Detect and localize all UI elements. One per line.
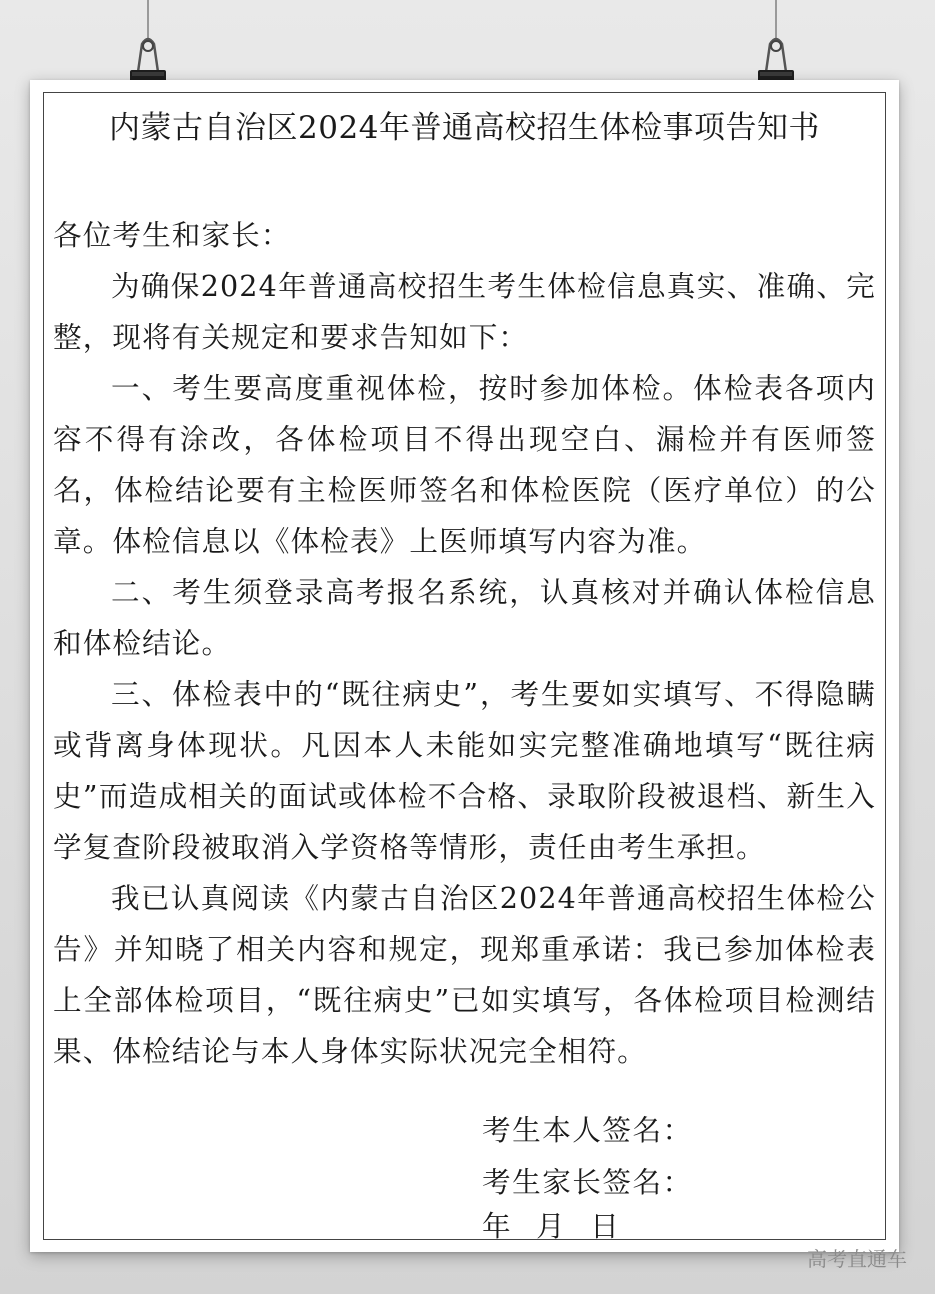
watermark: 高考直通车 [807, 1247, 907, 1271]
salutation: 各位考生和家长： [53, 218, 291, 252]
date-day: 日 [590, 1209, 621, 1243]
student-signature-label: 考生本人签名： [482, 1113, 693, 1147]
document-body [53, 210, 876, 1077]
date-month: 月 [536, 1209, 567, 1243]
document-title: 内蒙古自治区2024年普通高校招生体检事项告知书 [109, 110, 820, 146]
item-two-paragraph: 二、考生须登录高考报名系统，认真核对并确认体检信息和体检结论。 [53, 575, 876, 660]
date-line [482, 1204, 620, 1245]
date-year: 年 [482, 1209, 513, 1243]
intro-paragraph: 为确保2024年普通高校招生考生体检信息真实、准确、完整，现将有关规定和要求告知如下： [53, 269, 876, 354]
item-one-paragraph: 一、考生要高度重视体检，按时参加体检。体检表各项内容不得有涂改，各体检项目不得出现空白、漏检并有医师签名，体检结论要有主检医师签名和体检医院（医疗单位）的公章。体检信息以《体检表》上医师填写内容为准。 [53, 371, 876, 558]
pledge-paragraph: 我已认真阅读《内蒙古自治区2024年普通高校招生体检公告》并知晓了相关内容和规定，现郑重承诺：我已参加体检表上全部体检项目，“既往病史”已如实填写，各体检项目检测结果、体检结论与本人身体实际状况完全相符。 [53, 881, 876, 1068]
parent-signature-label: 考生家长签名： [482, 1165, 693, 1199]
item-three-paragraph: 三、体检表中的“既往病史”，考生要如实填写、不得隐瞒或背离身体现状。凡因本人未能如实完整准确地填写“既往病史”而造成相关的面试或体检不合格、录取阶段被退档、新生入学复查阶段被取消入学资格等情形，责任由考生承担。 [53, 677, 876, 864]
notice-paper [30, 80, 899, 1252]
